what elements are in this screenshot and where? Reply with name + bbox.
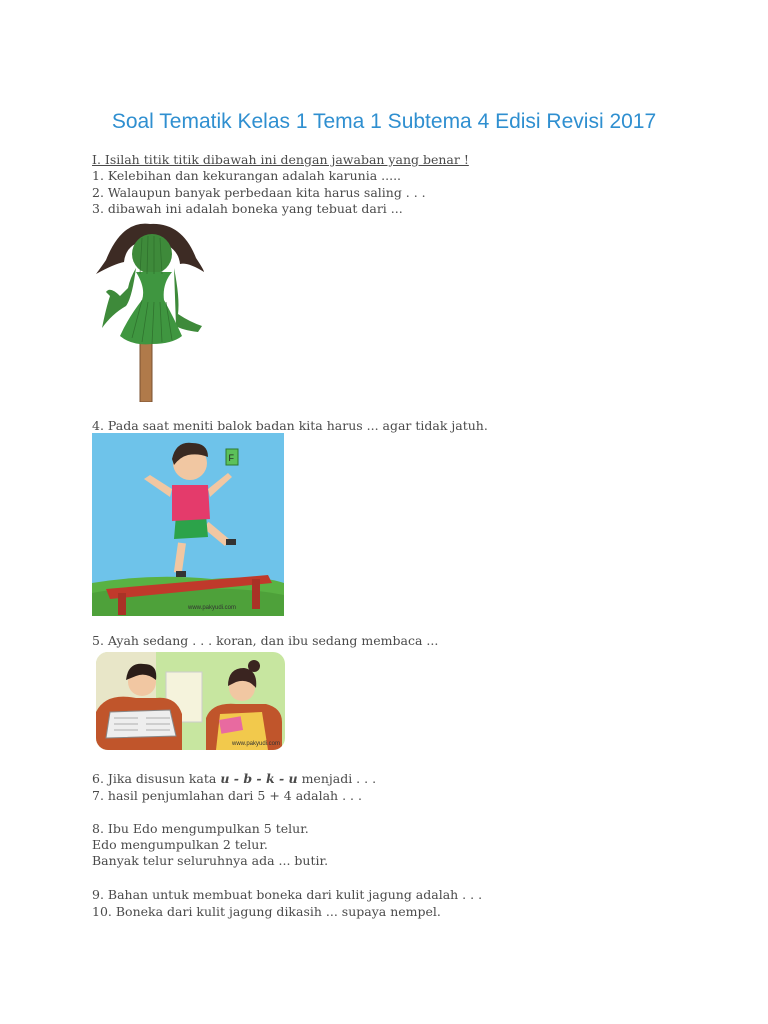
- instruction: I. Isilah titik titik dibawah ini dengan jawaban yang benar !: [92, 152, 469, 167]
- question-8-line-1: 8. Ibu Edo mengumpulkan 5 telur.: [92, 821, 309, 836]
- page-title: Soal Tematik Kelas 1 Tema 1 Subtema 4 Edisi Revisi 2017: [111, 110, 657, 133]
- question-5: 5. Ayah sedang . . . koran, dan ibu sedang membaca ...: [92, 633, 439, 648]
- balance-beam-image: [92, 433, 284, 616]
- question-8-line-2: Edo mengumpulkan 2 telur.: [92, 837, 268, 852]
- question-4: 4. Pada saat meniti balok badan kita harus ... agar tidak jatuh.: [92, 418, 488, 433]
- question-9: 9. Bahan untuk membuat boneka dari kulit jagung adalah . . .: [92, 887, 483, 902]
- reading-family-image: [96, 652, 285, 750]
- question-3: 3. dibawah ini adalah boneka yang tebuat dari ...: [92, 201, 403, 216]
- question-8-line-3: Banyak telur seluruhnya ada ... butir.: [92, 853, 329, 868]
- question-6: [92, 771, 376, 787]
- corn-husk-doll-image: [92, 218, 210, 402]
- question-7: 7. hasil penjumlahan dari 5 + 4 adalah . . .: [92, 788, 362, 803]
- question-6-suffix: menjadi . . .: [297, 771, 377, 786]
- card-letter: F: [228, 453, 234, 463]
- question-6-prefix: 6. Jika disusun kata: [92, 771, 221, 786]
- question-6-word: u - b - k - u: [220, 771, 298, 786]
- question-10: 10. Boneka dari kulit jagung dikasih ... supaya nempel.: [92, 904, 441, 919]
- question-1: 1. Kelebihan dan kekurangan adalah karunia .....: [92, 168, 402, 183]
- reading-watermark: www.pakyudi.com: [232, 741, 281, 747]
- balance-watermark: www.pakyudi.com: [188, 605, 237, 611]
- question-2: 2. Walaupun banyak perbedaan kita harus saling . . .: [92, 185, 426, 200]
